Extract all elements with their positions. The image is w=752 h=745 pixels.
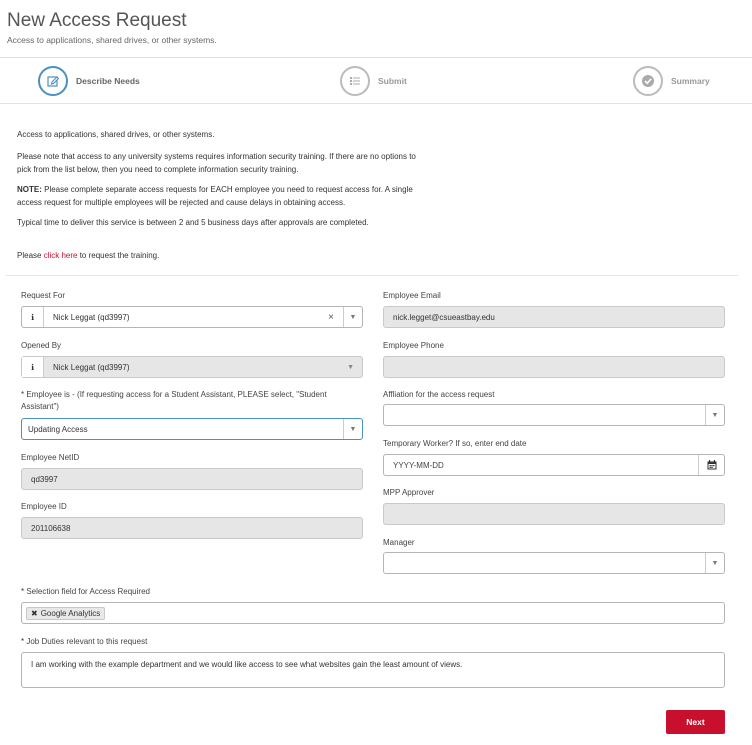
job-duties-textarea[interactable]: I am working with the example department and we would like access to see what websites gain the least amount of views.	[21, 652, 725, 688]
chevron-down-icon[interactable]: ▼	[705, 405, 724, 425]
calendar-icon[interactable]	[698, 455, 724, 475]
request-for-label: Request For	[21, 291, 66, 300]
employee-email-value: nick.legget@csueastbay.edu	[393, 312, 495, 322]
employee-id-field[interactable]	[21, 517, 363, 539]
intro-training-note: Please note that access to any university systems requires information security training. If there are no options to pick from the list below, then you need to complete information security training.	[17, 152, 416, 174]
check-icon	[633, 66, 663, 96]
employee-is-label	[21, 389, 361, 413]
affiliation-label: Affliation for the access request	[383, 390, 495, 399]
employee-phone-field[interactable]	[383, 356, 725, 378]
note-label: NOTE:	[17, 185, 42, 194]
request-for-field[interactable]	[21, 306, 363, 328]
step-describe-needs[interactable]	[38, 66, 140, 96]
link-prefix: Please	[17, 251, 44, 260]
required-mark: *	[21, 637, 25, 646]
step-submit[interactable]	[340, 66, 407, 96]
opened-by-label: Opened By	[21, 341, 62, 350]
selection-field-label	[21, 587, 150, 596]
training-link[interactable]: click here	[43, 251, 78, 260]
employee-email-label: Employee Email	[383, 291, 441, 300]
chevron-down-icon[interactable]: ▼	[705, 553, 724, 573]
intro-note	[17, 183, 417, 209]
selected-tag[interactable]	[26, 607, 105, 620]
list-icon	[340, 66, 370, 96]
chevron-down-icon: ▼	[347, 363, 354, 371]
page-subtitle: Access to applications, shared drives, or other systems.	[7, 35, 217, 45]
chevron-down-icon[interactable]: ▼	[343, 419, 362, 439]
opened-by-value: Nick Leggat (qd3997)	[53, 362, 130, 372]
employee-phone-label: Employee Phone	[383, 341, 444, 350]
selection-field-label-text: Selection field for Access Required	[24, 587, 150, 596]
employee-is-select[interactable]	[21, 418, 363, 440]
job-duties-label-text: Job Duties relevant to this request	[24, 637, 148, 646]
step-label: Summary	[671, 76, 710, 86]
employee-id-label: Employee ID	[21, 502, 67, 511]
step-label: Submit	[378, 76, 407, 86]
mpp-approver-field[interactable]	[383, 503, 725, 525]
job-duties-label	[21, 637, 147, 646]
intro-training-link-line	[17, 249, 417, 262]
temporary-worker-label: Temporary Worker? If so, enter end date	[383, 439, 527, 448]
remove-tag-icon[interactable]: ✖	[31, 608, 38, 618]
manager-select[interactable]	[383, 552, 725, 574]
intro-delivery-time: Typical time to deliver this service is between 2 and 5 business days after approvals are completed.	[17, 218, 369, 227]
edit-icon	[38, 66, 68, 96]
employee-netid-value: qd3997	[31, 474, 58, 484]
date-placeholder: YYYY-MM-DD	[393, 460, 444, 470]
required-mark: *	[21, 390, 25, 399]
employee-netid-field[interactable]	[21, 468, 363, 490]
temporary-worker-date-field[interactable]	[383, 454, 725, 476]
section-divider	[6, 275, 738, 276]
intro-line: Access to applications, shared drives, or other systems.	[17, 130, 215, 139]
info-icon[interactable]: ℹ	[22, 357, 44, 377]
employee-id-value: 201106638	[31, 523, 71, 533]
next-button[interactable]: Next	[666, 710, 725, 734]
clear-icon[interactable]: ×	[328, 311, 334, 323]
page-title: New Access Request	[7, 10, 187, 31]
access-required-multiselect[interactable]	[21, 602, 725, 624]
manager-label: Manager	[383, 538, 415, 547]
tag-label: Google Analytics	[40, 608, 101, 618]
chevron-down-icon[interactable]: ▼	[343, 307, 362, 327]
employee-netid-label: Employee NetID	[21, 453, 80, 462]
employee-email-field[interactable]	[383, 306, 725, 328]
required-mark: *	[21, 587, 25, 596]
step-label: Describe Needs	[76, 76, 140, 86]
intro-text	[17, 128, 417, 269]
step-summary[interactable]	[633, 66, 710, 96]
note-text: Please complete separate access requests for EACH employee you need to request access for. A single access request for multiple employees will be rejected and cause delays in obtaining access.	[17, 185, 413, 207]
opened-by-field[interactable]	[21, 356, 363, 378]
mpp-approver-label: MPP Approver	[383, 488, 435, 497]
page-header	[0, 0, 752, 58]
employee-is-label-text: Employee is - (If requesting access for a Student Assistant, PLEASE select, "Student Assistant")	[21, 390, 327, 411]
employee-is-value: Updating Access	[28, 424, 88, 434]
link-suffix: to request the training.	[77, 251, 160, 260]
info-icon[interactable]: ℹ	[22, 307, 44, 327]
request-for-value: Nick Leggat (qd3997)	[53, 312, 130, 322]
affiliation-select[interactable]	[383, 404, 725, 426]
progress-stepper	[0, 58, 752, 104]
